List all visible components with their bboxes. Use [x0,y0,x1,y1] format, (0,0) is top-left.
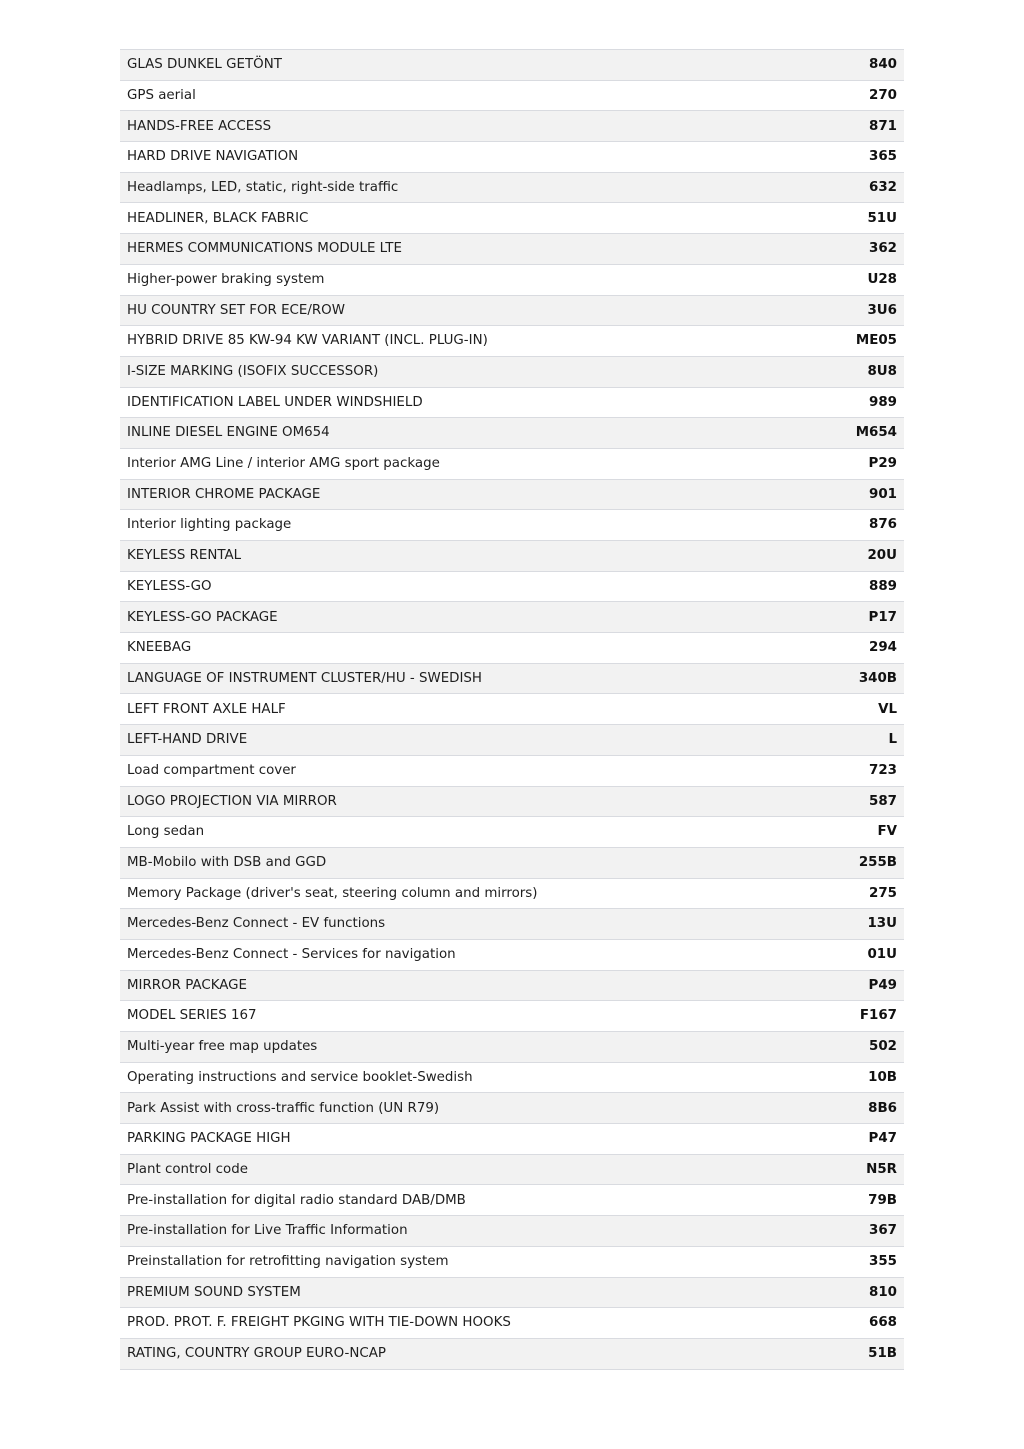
option-code: 294 [814,633,904,664]
option-name: Pre-installation for Live Traffic Information [120,1216,814,1247]
option-name: KEYLESS RENTAL [120,541,814,572]
option-code: 632 [814,172,904,203]
equipment-options-table [120,49,904,1370]
option-code: 668 [814,1308,904,1339]
table-row [120,755,904,786]
option-code: P29 [814,448,904,479]
table-row [120,479,904,510]
table-row [120,909,904,940]
option-name: Long sedan [120,817,814,848]
table-row [120,878,904,909]
table-row [120,541,904,572]
option-code: 8U8 [814,356,904,387]
table-row [120,80,904,111]
option-name: Load compartment cover [120,755,814,786]
option-code: ME05 [814,326,904,357]
table-row [120,326,904,357]
option-code: U28 [814,264,904,295]
option-code: 901 [814,479,904,510]
option-code: 876 [814,510,904,541]
option-code: 20U [814,541,904,572]
table-row [120,1001,904,1032]
option-code: 275 [814,878,904,909]
table-row [120,1277,904,1308]
table-row [120,725,904,756]
table-row [120,356,904,387]
option-code: FV [814,817,904,848]
table-row [120,1093,904,1124]
option-name: Headlamps, LED, static, right-side traffic [120,172,814,203]
option-name: PARKING PACKAGE HIGH [120,1124,814,1155]
table-row [120,510,904,541]
table-row [120,111,904,142]
table-row [120,939,904,970]
option-name: MIRROR PACKAGE [120,970,814,1001]
option-name: Plant control code [120,1154,814,1185]
option-code: 51U [814,203,904,234]
option-name: PREMIUM SOUND SYSTEM [120,1277,814,1308]
option-name: GLAS DUNKEL GETÖNT [120,50,814,81]
equipment-options-body [120,50,904,1370]
option-name: HU COUNTRY SET FOR ECE/ROW [120,295,814,326]
table-row [120,142,904,173]
option-name: LEFT-HAND DRIVE [120,725,814,756]
option-name: INTERIOR CHROME PACKAGE [120,479,814,510]
option-name: LOGO PROJECTION VIA MIRROR [120,786,814,817]
option-name: Memory Package (driver's seat, steering column and mirrors) [120,878,814,909]
option-name: Mercedes-Benz Connect - EV functions [120,909,814,940]
option-name: LEFT FRONT AXLE HALF [120,694,814,725]
table-row [120,694,904,725]
table-row [120,847,904,878]
option-name: KEYLESS-GO [120,571,814,602]
table-row [120,1246,904,1277]
option-name: Higher-power braking system [120,264,814,295]
option-code: 810 [814,1277,904,1308]
option-code: 8B6 [814,1093,904,1124]
option-code: 79B [814,1185,904,1216]
option-name: HEADLINER, BLACK FABRIC [120,203,814,234]
option-name: HARD DRIVE NAVIGATION [120,142,814,173]
table-row [120,1062,904,1093]
option-code: 871 [814,111,904,142]
table-row [120,234,904,265]
table-row [120,1308,904,1339]
option-code: 989 [814,387,904,418]
table-row [120,418,904,449]
table-row [120,1032,904,1063]
table-row [120,663,904,694]
option-name: I-SIZE MARKING (ISOFIX SUCCESSOR) [120,356,814,387]
option-code: N5R [814,1154,904,1185]
option-name: GPS aerial [120,80,814,111]
table-row [120,1338,904,1369]
option-code: F167 [814,1001,904,1032]
option-code: 365 [814,142,904,173]
option-code: 502 [814,1032,904,1063]
option-code: 889 [814,571,904,602]
option-name: PROD. PROT. F. FREIGHT PKGING WITH TIE-DOWN HOOKS [120,1308,814,1339]
option-name: RATING, COUNTRY GROUP EURO-NCAP [120,1338,814,1369]
option-code: L [814,725,904,756]
option-name: INLINE DIESEL ENGINE OM654 [120,418,814,449]
option-code: 270 [814,80,904,111]
option-name: Interior lighting package [120,510,814,541]
table-row [120,172,904,203]
option-code: P47 [814,1124,904,1155]
table-row [120,295,904,326]
table-row [120,633,904,664]
table-row [120,203,904,234]
option-code: 10B [814,1062,904,1093]
table-row [120,817,904,848]
option-name: Park Assist with cross-traffic function (UN R79) [120,1093,814,1124]
table-row [120,448,904,479]
option-code: M654 [814,418,904,449]
option-name: Multi-year free map updates [120,1032,814,1063]
table-row [120,387,904,418]
option-code: 840 [814,50,904,81]
table-row [120,50,904,81]
table-row [120,571,904,602]
option-code: 362 [814,234,904,265]
option-name: MB-Mobilo with DSB and GGD [120,847,814,878]
option-name: Pre-installation for digital radio standard DAB/DMB [120,1185,814,1216]
option-name: MODEL SERIES 167 [120,1001,814,1032]
option-code: P49 [814,970,904,1001]
table-row [120,1216,904,1247]
option-code: 01U [814,939,904,970]
table-row [120,970,904,1001]
option-name: KEYLESS-GO PACKAGE [120,602,814,633]
option-code: 3U6 [814,295,904,326]
option-name: Mercedes-Benz Connect - Services for navigation [120,939,814,970]
option-name: Operating instructions and service booklet-Swedish [120,1062,814,1093]
option-name: Preinstallation for retrofitting navigation system [120,1246,814,1277]
table-row [120,1185,904,1216]
option-code: 587 [814,786,904,817]
option-code: 255B [814,847,904,878]
option-code: 51B [814,1338,904,1369]
option-code: 723 [814,755,904,786]
table-row [120,1154,904,1185]
option-code: 13U [814,909,904,940]
option-name: HERMES COMMUNICATIONS MODULE LTE [120,234,814,265]
option-name: HYBRID DRIVE 85 KW-94 KW VARIANT (INCL. PLUG-IN) [120,326,814,357]
option-name: KNEEBAG [120,633,814,664]
option-code: P17 [814,602,904,633]
option-code: 367 [814,1216,904,1247]
option-name: HANDS-FREE ACCESS [120,111,814,142]
table-row [120,1124,904,1155]
option-code: 355 [814,1246,904,1277]
table-row [120,786,904,817]
option-name: Interior AMG Line / interior AMG sport package [120,448,814,479]
option-code: VL [814,694,904,725]
table-row [120,602,904,633]
option-name: LANGUAGE OF INSTRUMENT CLUSTER/HU - SWEDISH [120,663,814,694]
option-code: 340B [814,663,904,694]
table-row [120,264,904,295]
option-name: IDENTIFICATION LABEL UNDER WINDSHIELD [120,387,814,418]
